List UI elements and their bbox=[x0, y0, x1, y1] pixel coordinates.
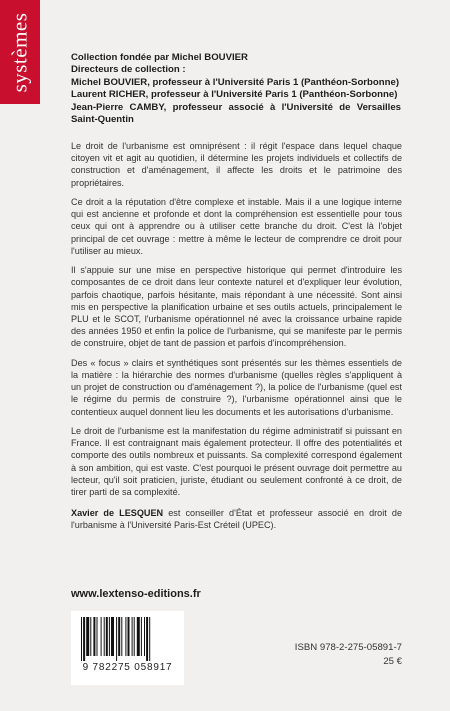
director-3-continued: Saint-Quentin bbox=[71, 114, 134, 126]
collection-spine-tab bbox=[0, 0, 40, 104]
collection-founder: Collection fondée par Michel BOUVIER bbox=[71, 52, 248, 63]
publisher-website: www.lextenso-editions.fr bbox=[71, 588, 201, 600]
price: 25 € bbox=[383, 656, 402, 667]
blurb-paragraph-3: Il s'appuie sur une mise en perspective historique qui permet d'introduire les composantes de ce droit dans leur contexte naturel et d'expliquer leur évolution, parfois chaotique, parfois hésitante, mais répondant à une nécessité. Sont ainsi mis en perspective la planification urbaine et ses outils actuels, principalement le PLU et le SCOT, l'urbanisme opérationnel né avec la croissance urbaine rapide des années 1950 et enfin la police de l'urbanisme, qui se manifeste par le permis de construire, objet de tant de passion et parfois d'incompréhension. bbox=[71, 265, 402, 349]
blurb-paragraph-5: Le droit de l'urbanisme est la manifestation du régime administratif si puissant en France. Il est contraignant mais également protecteur. Il offre des potentialités et comporte des outils nombreux et puissants. Sa complexité correspond également à son ambition, qui est vaste. C'est pourquoi le présent ouvrage doit permettre au lecteur, qu'il soit praticien, juriste, étudiant ou seulement confronté à ce droit, de tirer parti de sa complexité. bbox=[71, 426, 402, 498]
isbn: ISBN 978-2-275-05891-7 bbox=[294, 642, 402, 653]
author-description: est conseiller d'État et professeur associé en droit de l'urbanisme à l'Université Paris-Est Créteil (UPEC). bbox=[71, 508, 402, 531]
barcode bbox=[71, 611, 184, 685]
barcode-digits: 9 782275 058917 bbox=[82, 662, 173, 673]
author-bio bbox=[71, 507, 402, 531]
blurb-paragraph-4: Des « focus » clairs et synthétiques sont présentés sur les thèmes essentiels de la matière : la hiérarchie des normes d'urbanisme (quelles règles s'appliquent à un projet de construction ou d'aménagement ?), la police de l'urbanisme (quel est le régime du permis de construire ?), l'urbanisme opérationnel ainsi que le contentieux auquel donnent lieu les documents et les autorisations d'urbanisme. bbox=[71, 357, 402, 417]
director-2: Laurent RICHER, professeur à l'Université Paris 1 (Panthéon-Sorbonne) bbox=[71, 89, 398, 101]
director-1: Michel BOUVIER, professeur à l'Université Paris 1 (Panthéon-Sorbonne) bbox=[71, 76, 400, 88]
director-3: Jean-Pierre CAMBY, professeur associé à l'Université de Versailles bbox=[71, 101, 401, 113]
collection-name: systèmes bbox=[7, 12, 32, 92]
blurb-paragraph-2: Ce droit a la réputation d'être complexe et instable. Mais il a une logique interne qui est ancienne et profonde et dont la compréhension est essentielle pour tous ceux qui ont à apprendre ou à utiliser cette branche du droit. C'est là l'objet principal de cet ouvrage : mettre à même le lecteur de comprendre ce droit pour l'utiliser au mieux. bbox=[71, 197, 402, 256]
author-name: Xavier de LESQUEN bbox=[71, 508, 164, 518]
directors-heading: Directeurs de collection : bbox=[71, 64, 186, 76]
blurb-paragraph-1: Le droit de l'urbanisme est omniprésent : il régit l'espace dans lequel chaque citoyen vit et agit au quotidien, il détermine les projets individuels et collectifs de construction et d'aménagement, il affecte les droits et le patrimoine des propriétaires. bbox=[71, 141, 402, 188]
collection-credits bbox=[71, 52, 401, 126]
back-cover-blurb bbox=[71, 140, 402, 505]
barcode-bars bbox=[81, 617, 174, 661]
